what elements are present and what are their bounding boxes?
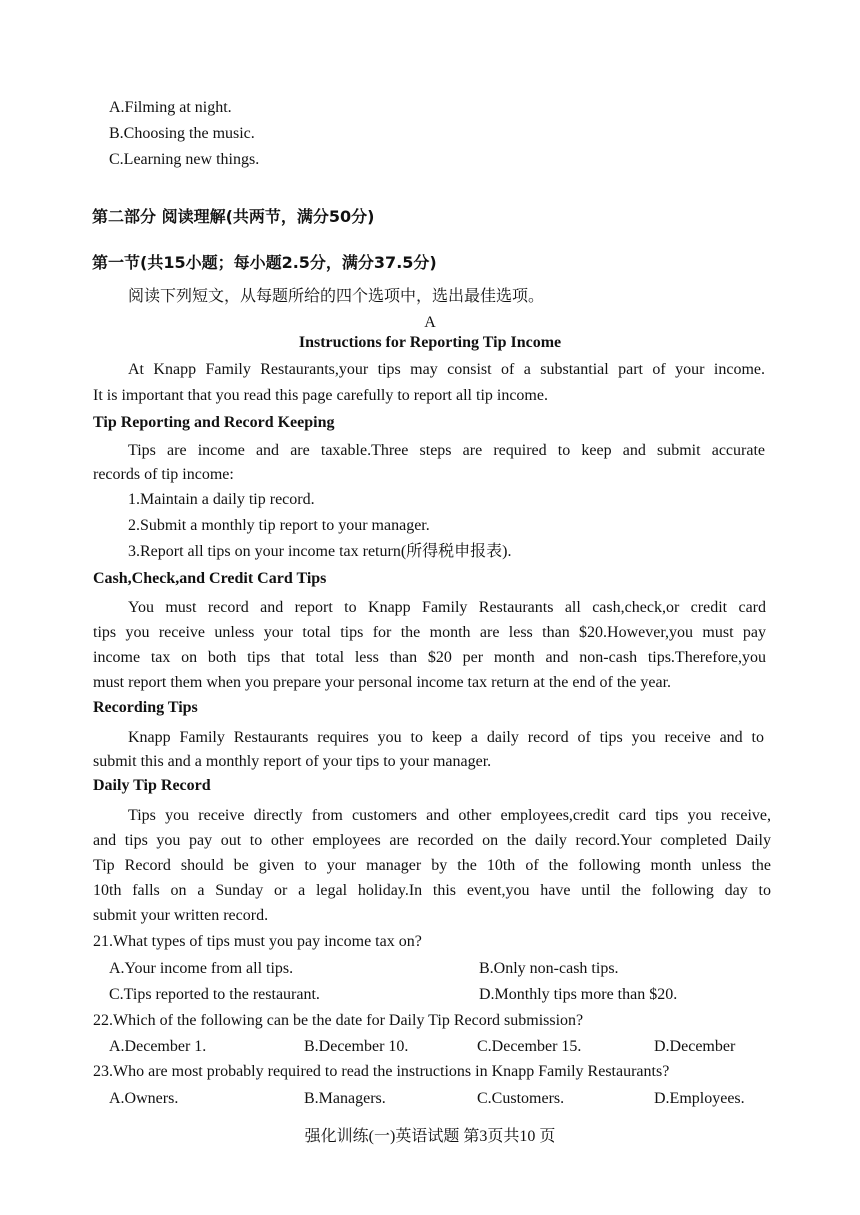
q23-option-c: C.Customers. <box>477 1090 565 1107</box>
passage-title: Instructions for Reporting Tip Income <box>298 334 562 351</box>
q23-option-a: A.Owners. <box>109 1090 179 1107</box>
prev-option-c: C.Learning new things. <box>109 151 260 168</box>
prev-option-a: A.Filming at night. <box>109 99 232 116</box>
section-heading: 第一节(共15小题；每小题2.5分，满分37.5分) <box>92 253 437 272</box>
q22-option-a: A.December 1. <box>109 1038 207 1055</box>
sec4-line-2: and tips you pay out to other employees are recorded on the daily record.Your completed Daily <box>93 832 771 849</box>
q22-option-b: B.December 10. <box>304 1038 409 1055</box>
question-21-stem: 21.What types of tips must you pay income tax on? <box>93 933 422 950</box>
sec4-line-4: 10th falls on a Sunday or a legal holiday.In this event,you have until the following day to <box>93 882 771 899</box>
sec2-line-4: must report them when you prepare your personal income tax return at the end of the year. <box>93 674 672 691</box>
section-title-tip-reporting: Tip Reporting and Record Keeping <box>93 414 335 431</box>
part-heading: 第二部分 阅读理解(共两节，满分50分) <box>92 207 375 226</box>
q22-option-c: C.December 15. <box>477 1038 582 1055</box>
instruction-text: 阅读下列短文，从每题所给的四个选项中，选出最佳选项。 <box>128 288 545 305</box>
step-1: 1.Maintain a daily tip record. <box>128 491 315 508</box>
sec4-line-5: submit your written record. <box>93 907 269 924</box>
sec2-line-2: tips you receive unless your total tips for the month are less than $20.However,you must pay <box>93 624 766 641</box>
q22-option-d: D.December <box>654 1038 736 1055</box>
q21-option-a: A.Your income from all tips. <box>109 960 294 977</box>
intro-line-1: At Knapp Family Restaurants,your tips may consist of a substantial part of your income. <box>128 361 765 378</box>
q23-option-d: D.Employees. <box>654 1090 745 1107</box>
sec2-line-1: You must record and report to Knapp Family Restaurants all cash,check,or credit card <box>128 599 766 616</box>
question-23-stem: 23.Who are most probably required to read the instructions in Knapp Family Restaurants? <box>93 1063 670 1080</box>
question-22-stem: 22.Which of the following can be the date for Daily Tip Record submission? <box>93 1012 584 1029</box>
q21-option-d: D.Monthly tips more than $20. <box>479 986 678 1003</box>
sec2-line-3: income tax on both tips that total less than $20 per month and non-cash tips.Therefore,you <box>93 649 766 666</box>
q21-option-b: B.Only non-cash tips. <box>479 960 619 977</box>
passage-letter: A <box>424 314 436 331</box>
sec1-line-2: records of tip income: <box>93 466 234 483</box>
sec3-line-2: submit this and a monthly report of your tips to your manager. <box>93 753 492 770</box>
intro-line-2: It is important that you read this page carefully to report all tip income. <box>93 387 548 404</box>
sec4-line-1: Tips you receive directly from customers and other employees,credit card tips you receive, <box>128 807 771 824</box>
sec4-line-3: Tip Record should be given to your manager by the 10th of the following month unless the <box>93 857 771 874</box>
step-3: 3.Report all tips on your income tax return(所得税申报表). <box>128 543 512 560</box>
section-title-recording-tips: Recording Tips <box>93 699 198 716</box>
sec1-line-1: Tips are income and are taxable.Three steps are required to keep and submit accurate <box>128 442 765 459</box>
section-title-cash-check: Cash,Check,and Credit Card Tips <box>93 570 327 587</box>
q23-option-b: B.Managers. <box>304 1090 386 1107</box>
section-title-daily-tip-record: Daily Tip Record <box>93 777 211 794</box>
sec3-line-1: Knapp Family Restaurants requires you to keep a daily record of tips you receive and to <box>128 729 764 746</box>
page-footer: 强化训练(一)英语试题 第3页共10 页 <box>304 1128 556 1145</box>
prev-option-b: B.Choosing the music. <box>109 125 255 142</box>
q21-option-c: C.Tips reported to the restaurant. <box>109 986 320 1003</box>
step-2: 2.Submit a monthly tip report to your manager. <box>128 517 430 534</box>
